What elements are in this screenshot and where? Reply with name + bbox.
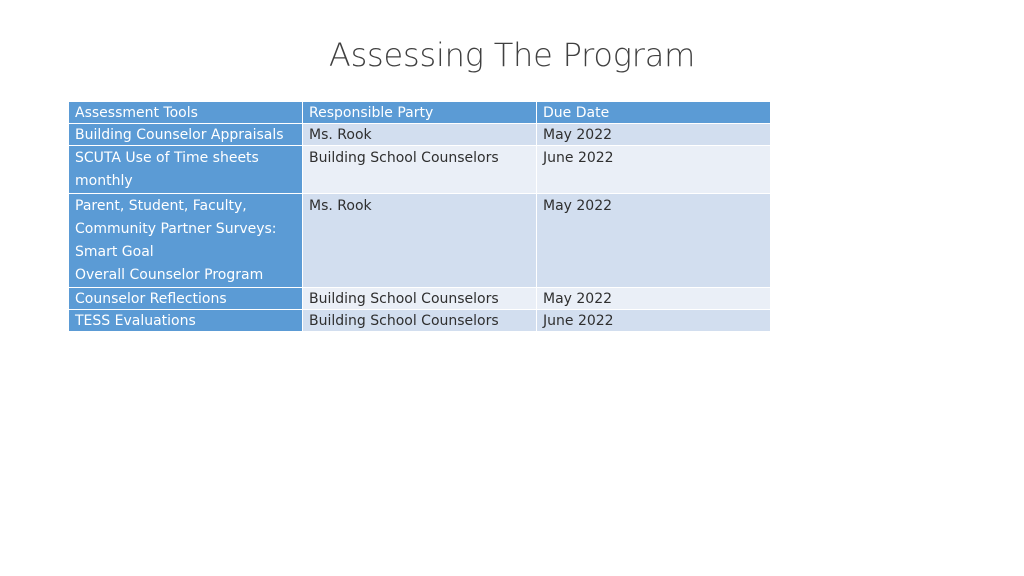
assessment-tool-text: Counselor Reflections	[75, 291, 227, 307]
table-row	[69, 288, 771, 310]
table-row	[69, 124, 771, 146]
assessment-tool-cell	[69, 194, 303, 288]
table-row	[69, 310, 771, 332]
table-row	[69, 146, 771, 194]
table-header-row	[69, 102, 771, 124]
due-date-cell: June 2022	[537, 310, 771, 332]
page-title: Assessing The Program	[328, 36, 696, 74]
table-row	[69, 194, 771, 288]
assessment-tool-cell	[69, 146, 303, 194]
column-header-due-date: Due Date	[537, 102, 771, 124]
responsible-party-cell: Building School Counselors	[303, 288, 537, 310]
due-date-cell: May 2022	[537, 124, 771, 146]
assessment-tool-text: SCUTA Use of Time sheets	[75, 150, 259, 166]
assessment-tool-text: Overall Counselor Program	[75, 267, 264, 283]
responsible-party-cell: Ms. Rook	[303, 194, 537, 288]
assessment-tool-text: Community Partner Surveys:	[75, 221, 277, 237]
assessment-tool-text: monthly	[75, 173, 133, 189]
assessment-tool-text: TESS Evaluations	[75, 313, 196, 329]
assessment-tool-cell	[69, 124, 303, 146]
assessment-tool-text: Smart Goal	[75, 244, 154, 260]
column-header-responsible-party: Responsible Party	[303, 102, 537, 124]
responsible-party-cell: Ms. Rook	[303, 124, 537, 146]
assessment-tool-cell	[69, 310, 303, 332]
assessment-table	[68, 101, 771, 332]
assessment-tool-text: Building Counselor Appraisals	[75, 127, 284, 143]
column-header-assessment-tools: Assessment Tools	[69, 102, 303, 124]
responsible-party-cell: Building School Counselors	[303, 146, 537, 194]
assessment-tool-text: Parent, Student, Faculty,	[75, 198, 247, 214]
due-date-cell: May 2022	[537, 288, 771, 310]
responsible-party-cell: Building School Counselors	[303, 310, 537, 332]
assessment-tool-cell	[69, 288, 303, 310]
due-date-cell: June 2022	[537, 146, 771, 194]
due-date-cell: May 2022	[537, 194, 771, 288]
